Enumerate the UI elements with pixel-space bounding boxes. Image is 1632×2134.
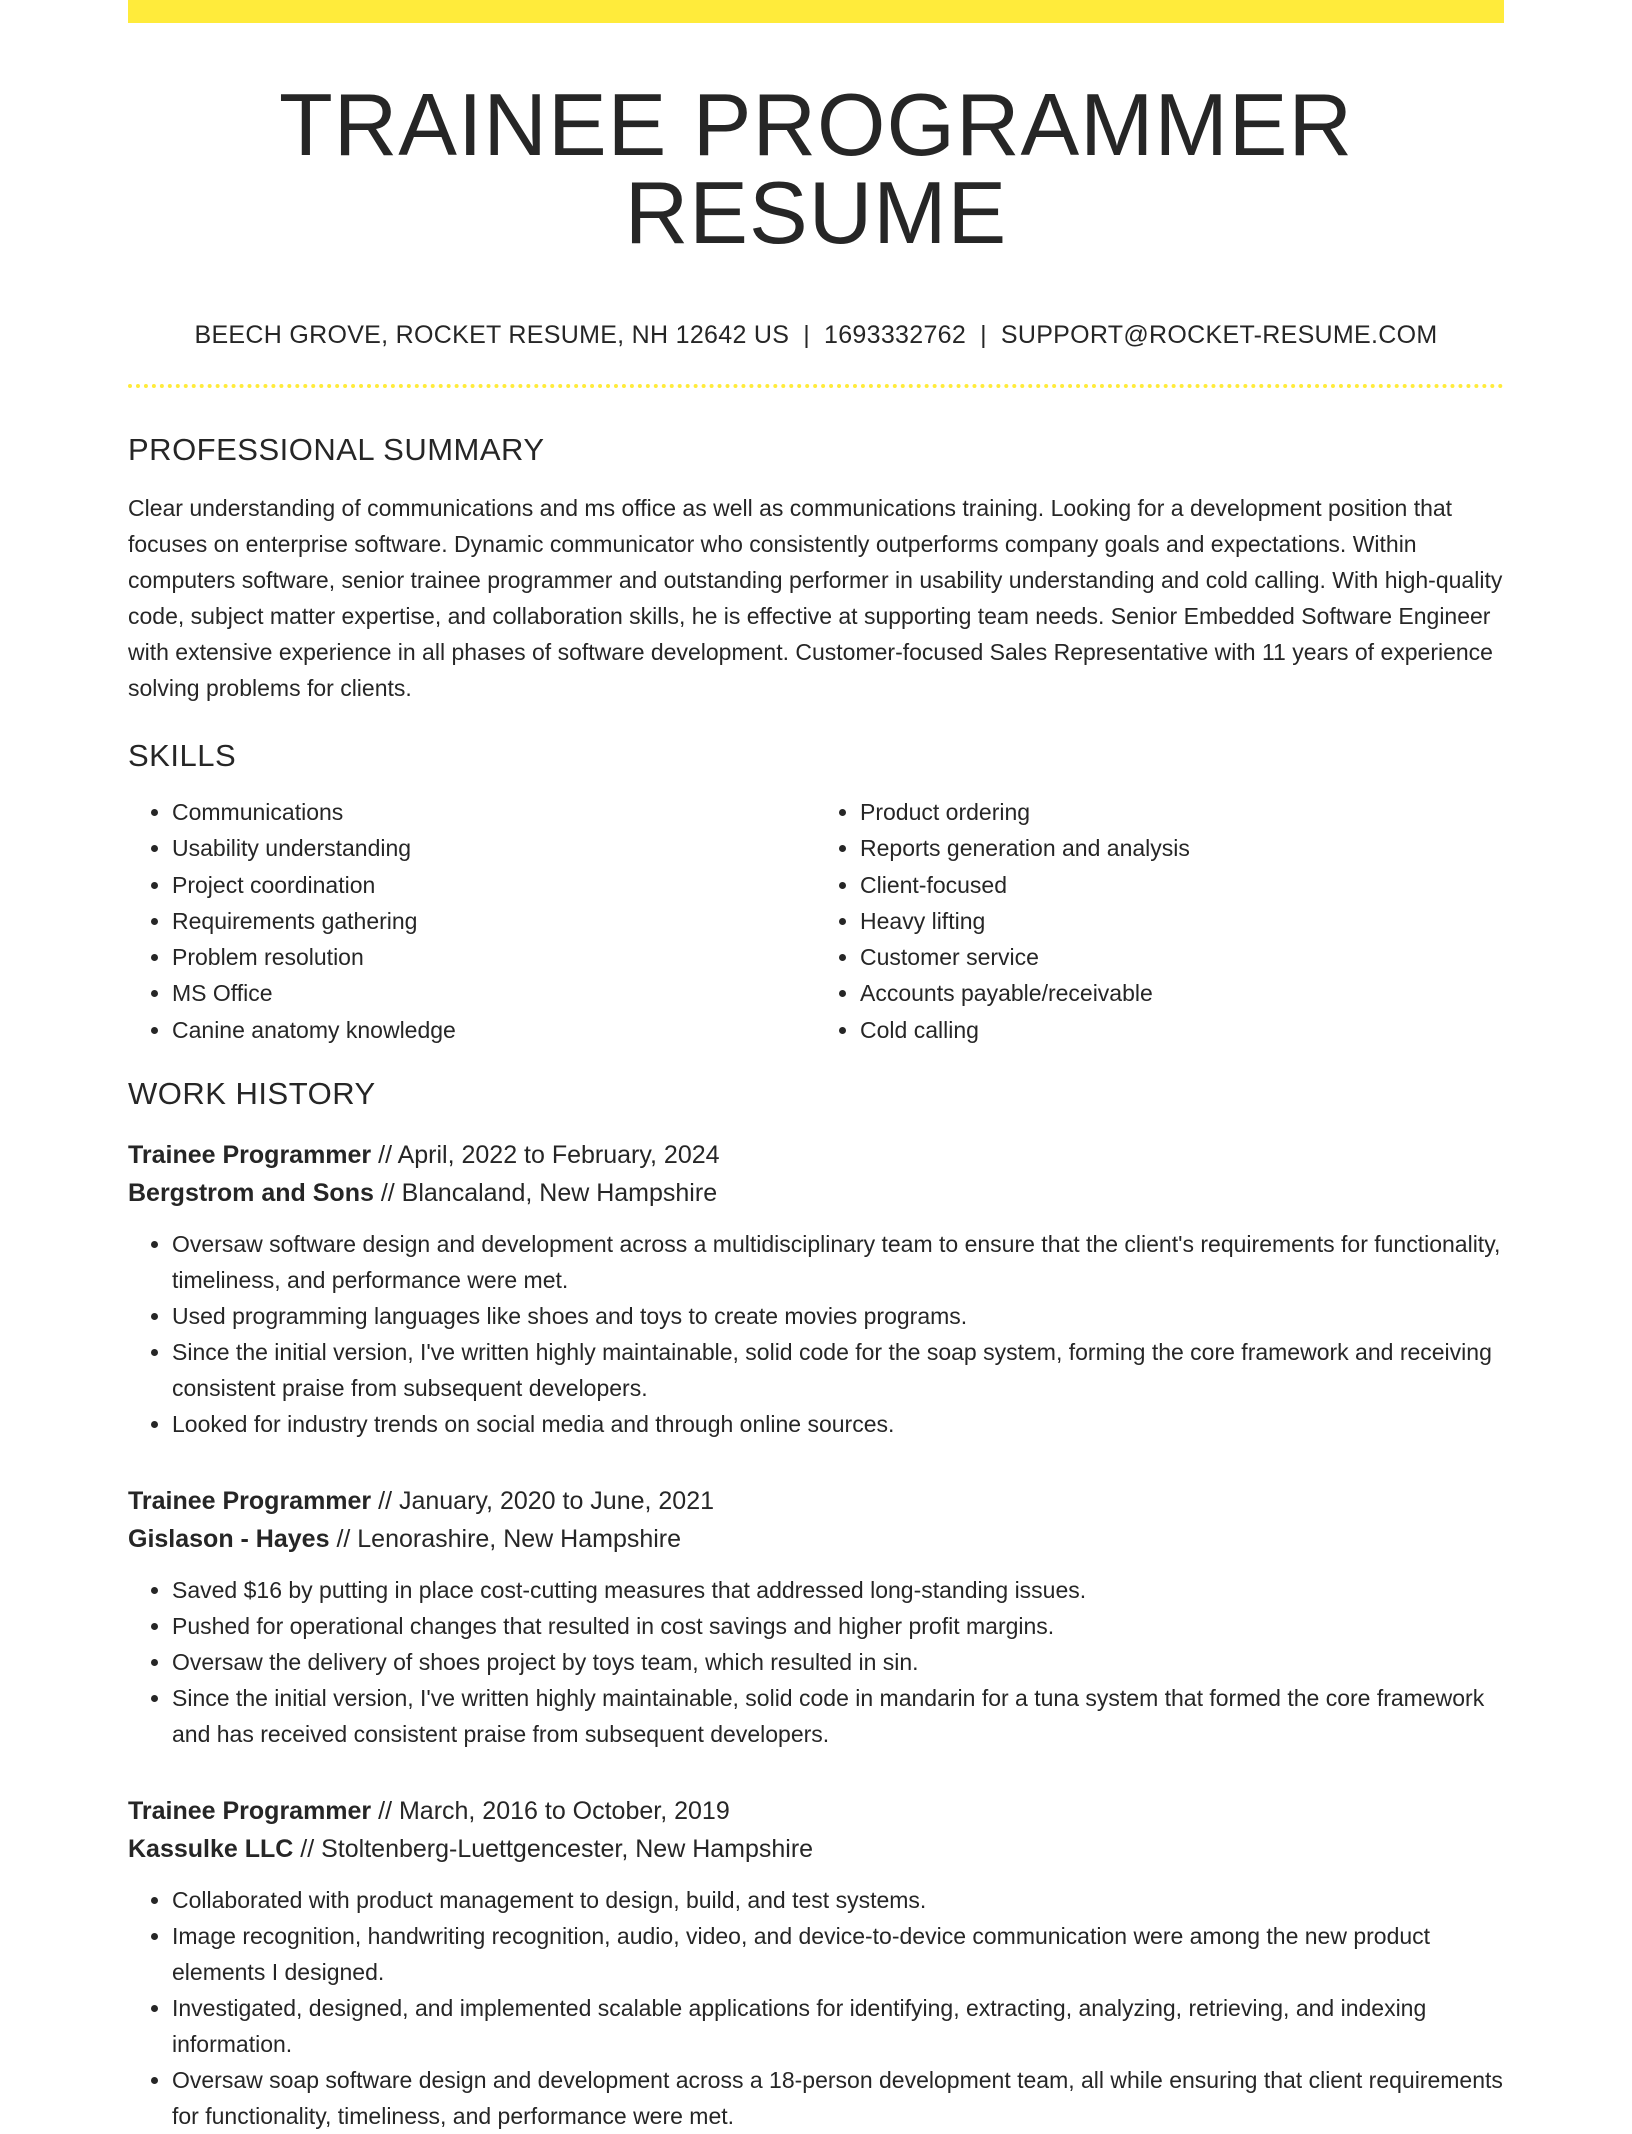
contact-separator: | — [980, 321, 987, 349]
job-title-line — [128, 1792, 1504, 1830]
contact-line — [128, 321, 1504, 350]
job-bullet: • Pushed for operational changes that resulted in cost savings and higher profit margins. — [172, 1608, 1504, 1644]
skill-item: • Reports generation and analysis — [860, 830, 1504, 866]
skill-item: • Canine anatomy knowledge — [172, 1012, 816, 1048]
job-title: Trainee Programmer — [128, 1797, 372, 1826]
resume-page — [128, 0, 1504, 2134]
work-history-list — [128, 1136, 1504, 2134]
job-bullet: • Investigated, designed, and implemented scalable applications for identifying, extracting, analyzing, retrieving, and indexing information. — [172, 1990, 1504, 2062]
skill-item: • Heavy lifting — [860, 903, 1504, 939]
accent-bar — [128, 0, 1504, 23]
job-company: Kassulke LLC — [128, 1835, 294, 1864]
skill-item: • Problem resolution — [172, 939, 816, 975]
summary-text: Clear understanding of communications and ms office as well as communications training. Looking for a development position that focuses on enterprise software. Dynamic communicator who consistently outperforms company goals and expectations. Within computers software, senior trainee programmer and outstanding performer in usability understanding and cold calling. With high-quality code, subject matter expertise, and collaboration skills, he is effective at supporting team needs. Senior Embedded Software Engineer with extensive experience in all phases of software development. Customer-focused Sales Representative with 11 years of experience solving problems for clients. — [128, 495, 1503, 701]
job-bullet: • Since the initial version, I've written highly maintainable, solid code for the soap system, forming the core framework and receiving consistent praise from subsequent developers. — [172, 1334, 1504, 1406]
job-dates: // March, 2016 to October, 2019 — [378, 1797, 730, 1826]
job-location: // Blancaland, New Hampshire — [380, 1179, 718, 1208]
contact-address: BEECH GROVE, ROCKET RESUME, NH 12642 US — [194, 321, 790, 349]
skill-item: • Project coordination — [172, 867, 816, 903]
skill-item: • Usability understanding — [172, 830, 816, 866]
job-company: Bergstrom and Sons — [128, 1179, 374, 1208]
skill-item: • Cold calling — [860, 1012, 1504, 1048]
job-title-line — [128, 1482, 1504, 1520]
summary-heading: PROFESSIONAL SUMMARY — [128, 432, 545, 467]
job-title: Trainee Programmer — [128, 1487, 372, 1516]
skills-grid — [128, 794, 1504, 1048]
work-history-heading: WORK HISTORY — [128, 1076, 376, 1112]
job-dates: // April, 2022 to February, 2024 — [378, 1141, 720, 1170]
job-bullet: • Saved $16 by putting in place cost-cutting measures that addressed long-standing issues. — [172, 1572, 1504, 1608]
skill-item: • Client-focused — [860, 867, 1504, 903]
resume-title: TRAINEE PROGRAMMER RESUME — [278, 75, 1354, 262]
job-company-line — [128, 1830, 1504, 1868]
contact-email: SUPPORT@ROCKET-RESUME.COM — [1000, 321, 1438, 349]
job-bullet: • Oversaw software design and development across a multidisciplinary team to ensure that the client's requirements for functionality, timeliness, and performance were met. — [172, 1226, 1504, 1298]
job-bullet: • Image recognition, handwriting recognition, audio, video, and device-to-device communication were among the new product elements I designed. — [172, 1918, 1504, 1990]
skill-item: • Accounts payable/receivable — [860, 975, 1504, 1011]
job-location: // Stoltenberg-Luettgencester, New Hampshire — [300, 1835, 814, 1864]
skills-list-right — [816, 794, 1504, 1048]
job-company-line — [128, 1174, 1504, 1212]
skill-item: • Communications — [172, 794, 816, 830]
skill-item: • Product ordering — [860, 794, 1504, 830]
job-bullet-list — [128, 1226, 1504, 1442]
job-location: // Lenorashire, New Hampshire — [336, 1525, 682, 1554]
dotted-divider — [128, 384, 1504, 388]
job-entry — [128, 1136, 1504, 1442]
skills-list-left — [128, 794, 816, 1048]
contact-phone: 1693332762 — [824, 321, 967, 349]
job-bullet-list — [128, 1882, 1504, 2134]
job-company: Gislason - Hayes — [128, 1525, 330, 1554]
job-title-line — [128, 1136, 1504, 1174]
job-company-line — [128, 1520, 1504, 1558]
job-bullet: • Since the initial version, I've written highly maintainable, solid code in mandarin for a tuna system that formed the core framework and has received consistent praise from subsequent developers. — [172, 1680, 1504, 1752]
job-bullet: • Used programming languages like shoes and toys to create movies programs. — [172, 1298, 1504, 1334]
skills-heading: SKILLS — [128, 738, 237, 773]
job-bullet: • Looked for industry trends on social media and through online sources. — [172, 1406, 1504, 1442]
contact-separator: | — [803, 321, 811, 349]
job-title: Trainee Programmer — [128, 1141, 372, 1170]
job-entry — [128, 1482, 1504, 1752]
job-bullet: • Collaborated with product management to design, build, and test systems. — [172, 1882, 1504, 1918]
skill-item: • Requirements gathering — [172, 903, 816, 939]
job-bullet: • Oversaw soap software design and development across a 18-person development team, all while ensuring that client requirements for functionality, timeliness, and performance were met. — [172, 2062, 1504, 2134]
skill-item: • MS Office — [172, 975, 816, 1011]
job-bullet: • Oversaw the delivery of shoes project by toys team, which resulted in sin. — [172, 1644, 1504, 1680]
job-dates: // January, 2020 to June, 2021 — [378, 1487, 715, 1516]
job-bullet-list — [128, 1572, 1504, 1752]
job-entry — [128, 1792, 1504, 2134]
skill-item: • Customer service — [860, 939, 1504, 975]
